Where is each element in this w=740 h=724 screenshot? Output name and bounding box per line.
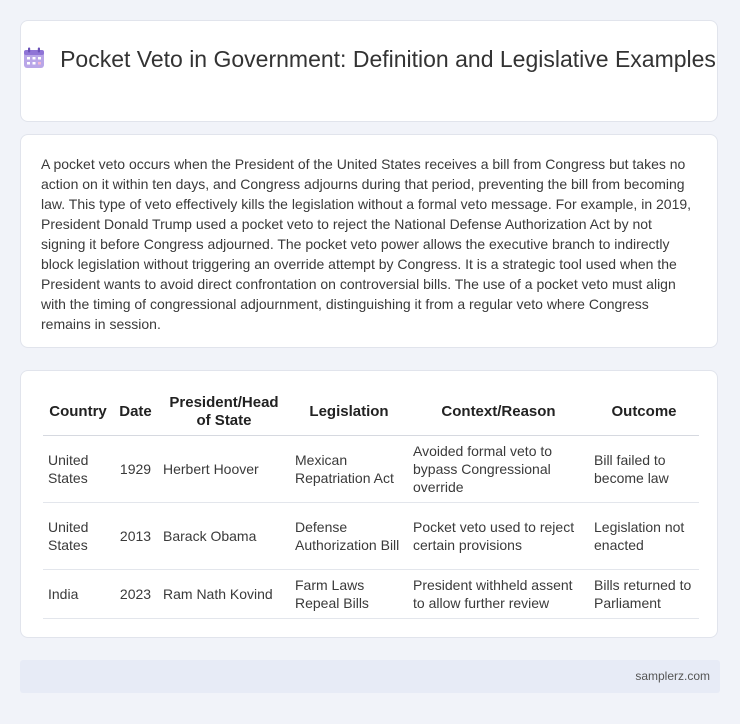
page-title-block [21,45,717,73]
column-header-context: Context/Reason [408,389,589,436]
examples-table [43,389,699,619]
description-card [20,134,718,348]
cell-legislation: Defense Authorization Bill [290,503,408,570]
column-header-country: Country [43,389,113,436]
cell-legislation: Mexican Repatriation Act [290,436,408,503]
table-row [43,436,699,503]
calendar-icon [22,46,46,70]
column-header-legislation: Legislation [290,389,408,436]
title-card [20,20,718,122]
table-row [43,570,699,619]
cell-outcome: Legislation not enacted [589,503,699,570]
cell-country: United States [43,503,113,570]
cell-context: Pocket veto used to reject certain provisions [408,503,589,570]
cell-outcome: Bills returned to Parliament [589,570,699,619]
cell-president: Ram Nath Kovind [158,570,290,619]
footer-site-link[interactable]: samplerz.com [635,669,710,683]
cell-date: 1929 [113,436,158,503]
column-header-date: Date [113,389,158,436]
page-title: Pocket Veto in Government: Definition and Legislative Examples [60,46,716,72]
cell-context: Avoided formal veto to bypass Congressional override [408,436,589,503]
cell-outcome: Bill failed to become law [589,436,699,503]
examples-table-card [20,370,718,638]
column-header-outcome: Outcome [589,389,699,436]
cell-date: 2013 [113,503,158,570]
table-header-row [43,389,699,436]
cell-legislation: Farm Laws Repeal Bills [290,570,408,619]
column-header-president: President/Head of State [158,389,290,436]
table-row [43,503,699,570]
cell-president: Herbert Hoover [158,436,290,503]
footer [20,660,720,693]
cell-president: Barack Obama [158,503,290,570]
cell-country: United States [43,436,113,503]
description-text: A pocket veto occurs when the President of the United States receives a bill from Congress but takes no action on it within ten days, and Congress adjourns during that period, preventing the bill from becoming law. This type of veto effectively kills the legislation without a formal veto message. For example, in 2019, President Donald Trump used a pocket veto to reject the National Defense Authorization Act by not signing it before Congress adjourned. The pocket veto power allows the executive branch to indirectly block legislation without triggering an override attempt by Congress. It is a strategic tool used when the President wants to avoid direct confrontation on controversial bills. The use of a pocket veto must align with the timing of congressional adjournment, distinguishing it from a regular veto where Congress remains in session. [41,156,692,332]
cell-country: India [43,570,113,619]
cell-date: 2023 [113,570,158,619]
cell-context: President withheld assent to allow further review [408,570,589,619]
